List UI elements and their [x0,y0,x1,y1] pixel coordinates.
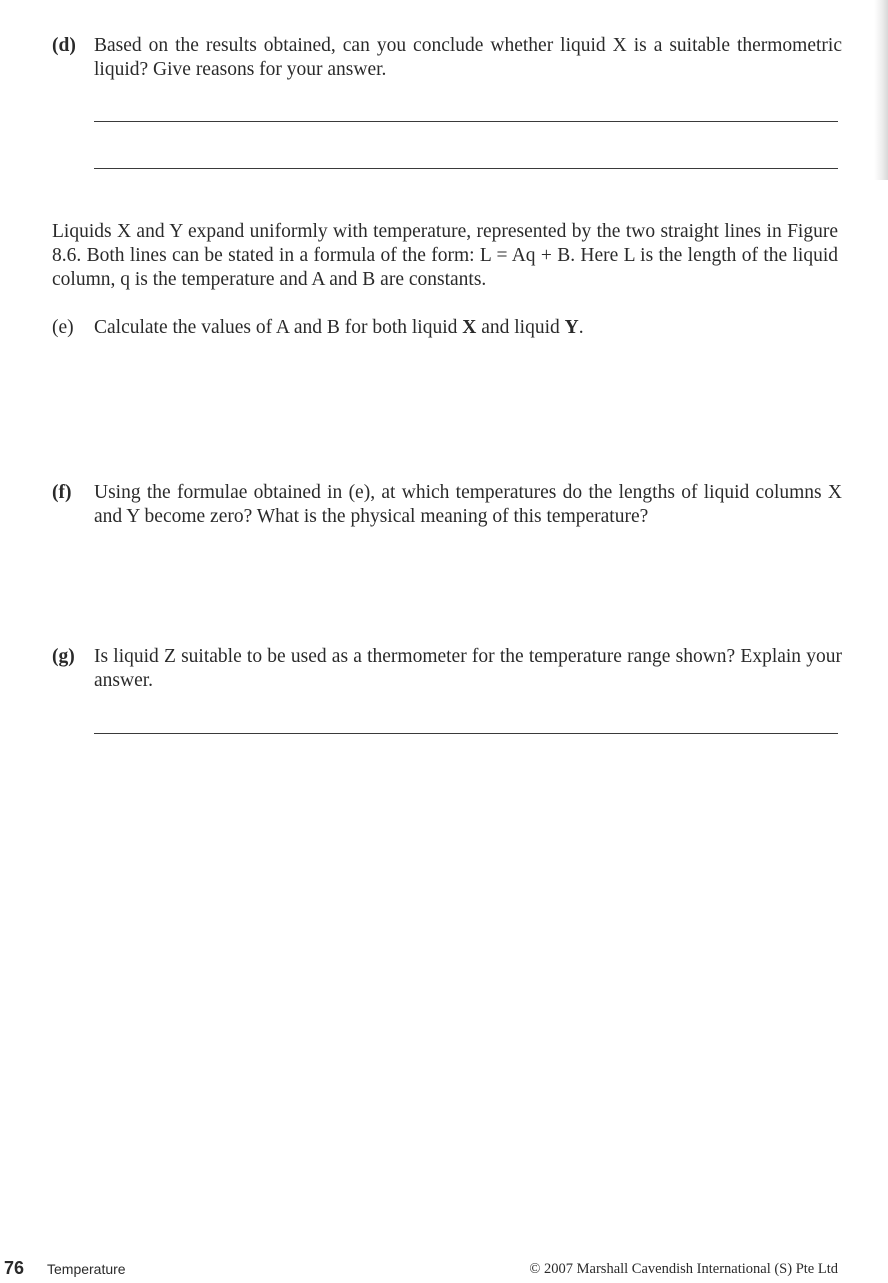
liquid-y-label: Y [564,317,579,338]
liquid-x-label: X [462,317,477,338]
question-f-label: (f) [52,482,72,503]
question-e [52,316,842,340]
question-e-text [94,316,842,340]
question-g-text: Is liquid Z suitable to be used as a thermometer for the temperature range shown? Explain your answer. [94,646,842,691]
page-footer [0,1256,888,1280]
copyright-notice: © 2007 Marshall Cavendish International (S) Pte Ltd [529,1261,838,1277]
page-number: 76 [4,1258,25,1278]
intro-paragraph: Liquids X and Y expand uniformly with temperature, represented by the two straight lines in Figure 8.6. Both lines can be stated in a formula of the form: L = Aq + B. Here L is the length of the liquid column, q is the temperature and A and B are constants. [52,221,838,290]
answer-line-d-1[interactable] [94,121,838,122]
question-g [52,645,842,693]
question-e-text-before: Calculate the values of A and B for both liquid [94,317,463,338]
question-d-text: Based on the results obtained, can you conclude whether liquid X is a suitable thermometric liquid? Give reasons for your answer. [94,35,842,80]
question-e-text-after: . [578,317,584,338]
question-f-text: Using the formulae obtained in (e), at which temperatures do the lengths of liquid columns X and Y become zero? What is the physical meaning of this temperature? [94,482,842,527]
question-d [52,34,842,82]
question-f [52,481,842,529]
question-e-text-middle: and liquid [476,317,565,338]
section-name: Temperature [47,1261,126,1277]
answer-line-d-2[interactable] [94,168,838,169]
question-g-label: (g) [52,646,75,667]
answer-line-g-1[interactable] [94,733,838,734]
page-edge-shadow [874,0,888,180]
question-e-label: (e) [52,317,74,338]
question-d-label: (d) [52,35,76,56]
